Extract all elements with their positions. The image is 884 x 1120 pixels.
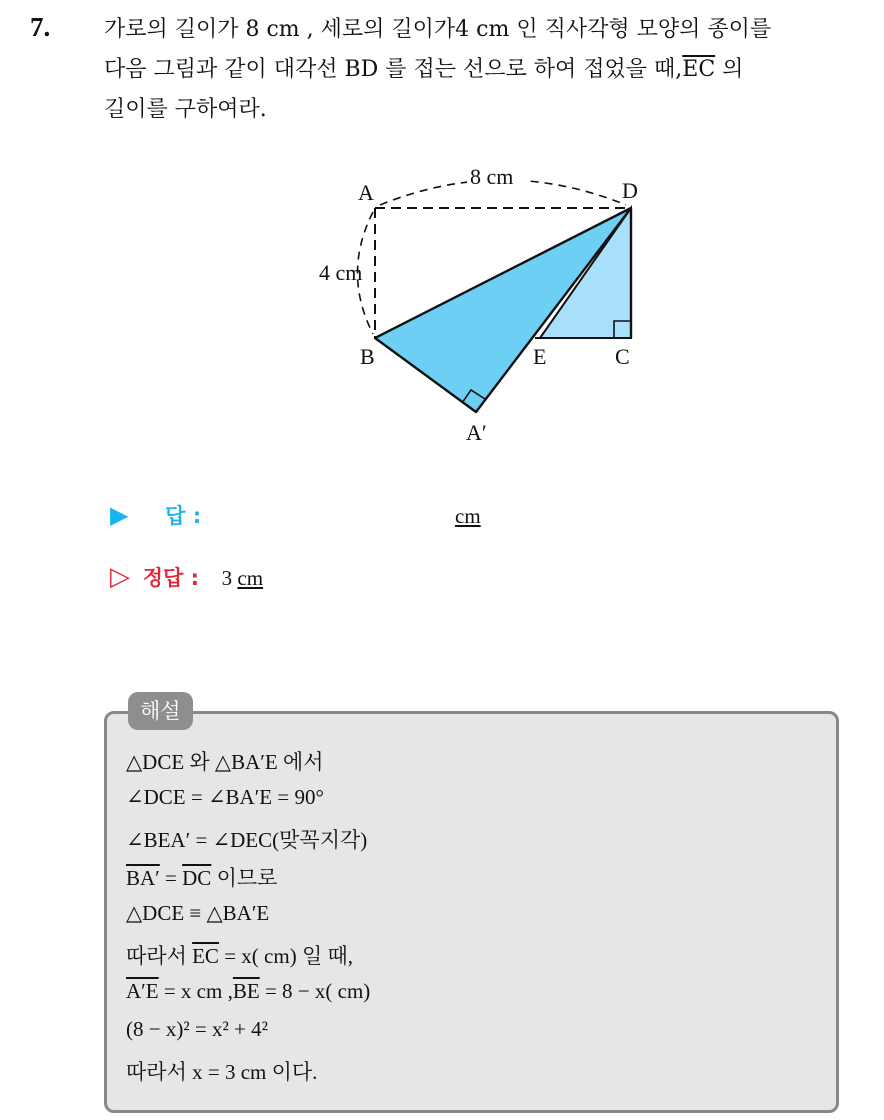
solution-line-7-mid: = x cm , xyxy=(158,979,233,1003)
segment-dc: $\overline{DC}$ xyxy=(182,866,212,890)
label-d: D xyxy=(622,178,638,203)
width-label: 8 cm xyxy=(470,164,514,189)
solution-line-6-start: 따라서 xyxy=(126,944,193,968)
question-text-line3: 길이를 구하여라. xyxy=(104,97,267,122)
segment-be: $\overline{BE}$ xyxy=(232,979,260,1003)
label-e: E xyxy=(533,344,547,369)
segment-ec-solution: $\overline{EC}$ xyxy=(192,944,219,968)
answer-marker-icon: ▶ xyxy=(110,501,129,529)
label-b: B xyxy=(360,344,375,369)
correct-answer-row xyxy=(110,562,263,592)
solution-line-7-end: = 8 − x( cm) xyxy=(259,979,371,1003)
solution-line-6 xyxy=(126,940,353,970)
question-number: 7. xyxy=(30,12,51,42)
correct-answer-value xyxy=(222,566,263,590)
solution-line-4-end: 이므로 xyxy=(211,866,278,890)
question-text-line1: 가로의 길이가 8 cm , 세로의 길이가4 cm 인 직사각형 모양의 종이를 xyxy=(104,17,772,42)
solution-line-9: 따라서 x = 3 cm 이다. xyxy=(126,1060,318,1084)
solution-line-7 xyxy=(126,979,370,1004)
label-a-prime: A′ xyxy=(466,420,487,445)
solution-line-1: △DCE 와 △BA′E 에서 xyxy=(126,750,324,774)
segment-ec: $\overline{EC}$ xyxy=(682,57,716,82)
solution-line-2: ∠DCE = ∠BA′E = 90° xyxy=(126,785,324,809)
equals-sign: = xyxy=(159,866,183,890)
solution-tag: 해설 xyxy=(128,692,193,730)
label-c: C xyxy=(615,344,630,369)
height-label: 4 cm xyxy=(319,260,363,285)
solution-line-4 xyxy=(126,862,277,892)
answer-row xyxy=(110,500,481,530)
question-text-line2 xyxy=(104,52,743,83)
label-a: A xyxy=(358,180,374,205)
solution-line-5: △DCE ≡ △BA′E xyxy=(126,901,270,925)
folded-rectangle-figure xyxy=(290,150,680,460)
solution-line-8: (8 − x)² = x² + 4² xyxy=(126,1017,268,1041)
solution-line-3: ∠BEA′ = ∠DEC(맞꼭지각) xyxy=(126,828,368,852)
correct-value-number: 3 xyxy=(221,566,233,590)
answer-label: 답 : xyxy=(165,504,202,528)
solution-line-6-end: = x( cm) 일 때, xyxy=(218,944,354,968)
correct-answer-label: 정답 : xyxy=(142,566,199,590)
question-text-line2-start: 다음 그림과 같이 대각선 BD 를 접는 선으로 하여 접었을 때, xyxy=(104,57,683,82)
correct-value-unit: cm xyxy=(237,566,264,590)
correct-marker-icon: ▷ xyxy=(110,562,130,592)
segment-ba2: BA′ xyxy=(126,866,160,890)
segment-a2e: A′E xyxy=(126,979,159,1003)
answer-unit: cm xyxy=(455,504,481,528)
question-text-line2-end: 의 xyxy=(715,57,744,82)
